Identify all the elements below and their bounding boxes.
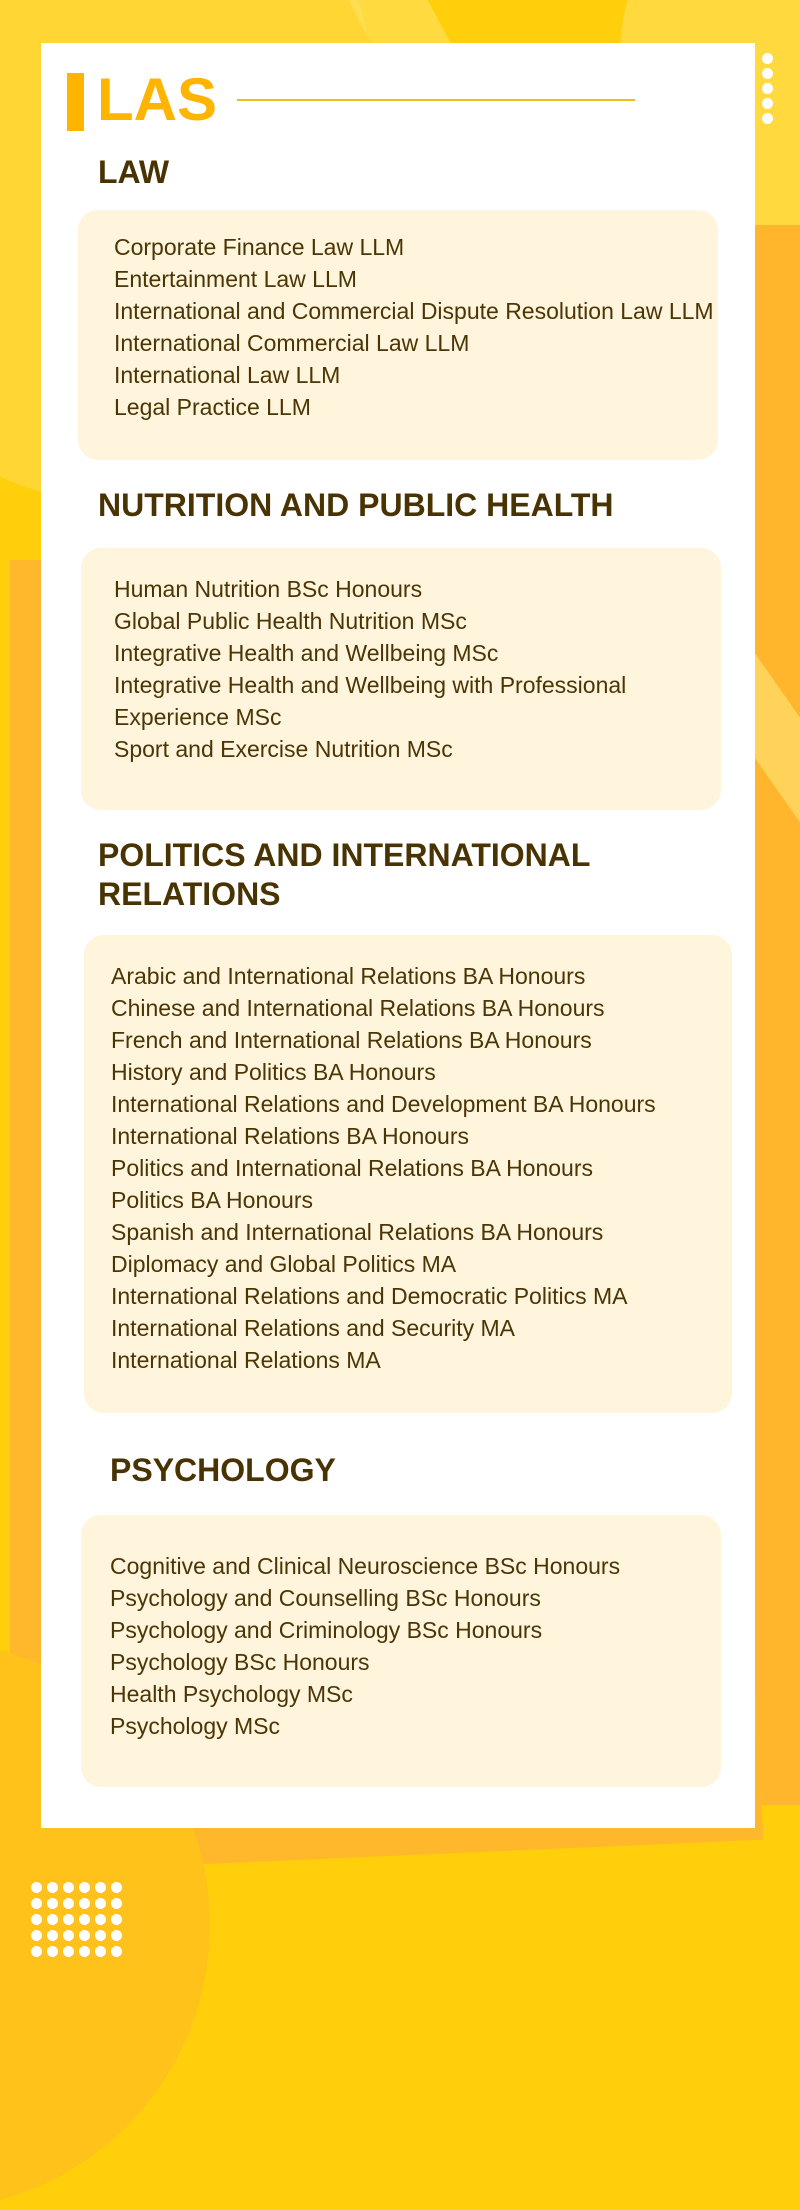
dot-pattern-bottom-left — [31, 1882, 122, 1957]
program-item: Sport and Exercise Nutrition MSc — [114, 736, 453, 762]
program-item: International Relations and Democratic Politics MA — [111, 1283, 628, 1309]
program-list-politics — [111, 960, 656, 1376]
section-heading-nutrition: NUTRITION AND PUBLIC HEALTH — [98, 487, 614, 523]
program-item: French and International Relations BA Honours — [111, 1027, 592, 1053]
program-item: Diplomacy and Global Politics MA — [111, 1251, 457, 1277]
program-item: Spanish and International Relations BA Honours — [111, 1219, 604, 1245]
program-item: Integrative Health and Wellbeing with Professional Experience MSc — [114, 672, 627, 730]
program-item: History and Politics BA Honours — [111, 1059, 436, 1085]
program-item: Cognitive and Clinical Neuroscience BSc Honours — [110, 1553, 621, 1579]
program-item: Entertainment Law LLM — [114, 266, 357, 292]
program-item: Chinese and International Relations BA Honours — [111, 995, 605, 1021]
program-item: International Relations MA — [111, 1347, 381, 1373]
title-accent-bar — [67, 73, 84, 131]
program-item: International Relations and Development BA Honours — [111, 1091, 656, 1117]
program-list-law — [114, 231, 714, 423]
program-item: Human Nutrition BSc Honours — [114, 576, 423, 602]
program-item: Psychology MSc — [110, 1713, 281, 1739]
program-item: Politics and International Relations BA Honours — [111, 1155, 594, 1181]
dot-pattern-top-right — [762, 53, 773, 124]
program-item: Legal Practice LLM — [114, 394, 311, 420]
content-card — [41, 43, 755, 1828]
program-item: Integrative Health and Wellbeing MSc — [114, 640, 499, 666]
section-heading-law: LAW — [98, 154, 170, 190]
program-item: Health Psychology MSc — [110, 1681, 353, 1707]
section-heading-politics: POLITICS AND INTERNATIONAL RELATIONS — [98, 837, 590, 912]
program-item: International Commercial Law LLM — [114, 330, 470, 356]
section-heading-psychology: PSYCHOLOGY — [110, 1452, 336, 1488]
program-item: Psychology BSc Honours — [110, 1649, 370, 1675]
program-list-psychology — [110, 1550, 620, 1742]
program-item: Politics BA Honours — [111, 1187, 313, 1213]
page-title: LAS — [97, 66, 217, 133]
program-item: International and Commercial Dispute Resolution Law LLM — [114, 298, 714, 324]
program-item: International Law LLM — [114, 362, 341, 388]
program-item: Arabic and International Relations BA Honours — [111, 963, 586, 989]
program-item: International Relations and Security MA — [111, 1315, 515, 1341]
program-item: Global Public Health Nutrition MSc — [114, 608, 467, 634]
program-item: Psychology and Counselling BSc Honours — [110, 1585, 541, 1611]
program-item: Psychology and Criminology BSc Honours — [110, 1617, 543, 1643]
program-item: International Relations BA Honours — [111, 1123, 469, 1149]
title-divider-line — [237, 99, 635, 101]
program-item: Corporate Finance Law LLM — [114, 234, 405, 260]
program-list-nutrition — [114, 573, 644, 765]
